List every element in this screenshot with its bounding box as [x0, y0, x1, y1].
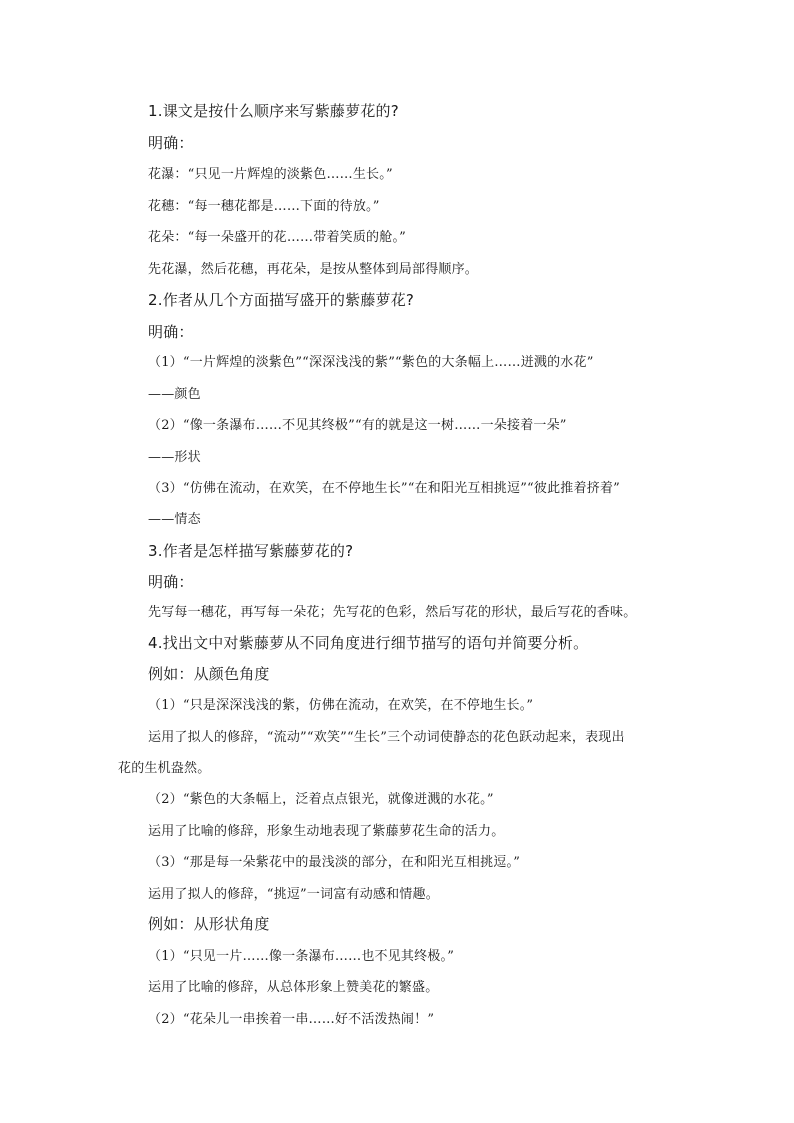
example-quote: （2）“花朵儿一串挨着一串……好不活泼热闹！” — [148, 1012, 435, 1027]
answer-category: ——颜色 — [148, 387, 201, 402]
answer-label-2: 明确： — [148, 323, 194, 341]
example-analysis: 运用了比喻的修辞，从总体形象上赞美花的繁盛。 — [148, 980, 439, 995]
answer-category: ——情态 — [148, 512, 201, 527]
question-4-heading: 4.找出文中对紫藤萝从不同角度进行细节描写的语句并简要分析。 — [148, 634, 589, 652]
answer-text-line: 花瀑：“只见一片辉煌的淡紫色……生长。” — [148, 167, 393, 182]
example-heading-shape: 例如：从形状角度 — [148, 915, 270, 933]
question-3-heading: 3.作者是怎样描写紫藤萝花的? — [148, 542, 354, 560]
answer-summary: 先花瀑，然后花穗，再花朵，是按从整体到局部得顺序。 — [148, 262, 479, 277]
answer-text-line: 花穗：“每一穗花都是……下面的待放。” — [148, 199, 380, 214]
answer-text-line: 先写每一穗花，再写每一朵花；先写花的色彩，然后写花的形状，最后写花的香味。 — [148, 605, 637, 620]
answer-label-1: 明确： — [148, 134, 194, 152]
question-1-heading: 1.课文是按什么顺序来写紫藤萝花的? — [148, 102, 399, 120]
example-analysis: 花的生机盎然。 — [118, 761, 211, 776]
example-quote: （1）“只是深深浅浅的紫，仿佛在流动，在欢笑，在不停地生长。” — [148, 698, 534, 713]
example-quote: （1）“只见一片……像一条瀑布……也不见其终极。” — [148, 949, 455, 964]
example-heading-color: 例如：从颜色角度 — [148, 665, 270, 683]
answer-label-3: 明确： — [148, 573, 194, 591]
example-analysis: 运用了拟人的修辞，“挑逗”一词富有动感和情趣。 — [148, 887, 439, 902]
example-analysis: 运用了比喻的修辞，形象生动地表现了紫藤萝花生命的活力。 — [148, 824, 505, 839]
example-analysis: 运用了拟人的修辞，“流动”“欢笑”“生长”三个动词使静态的花色跃动起来，表现出 — [148, 730, 625, 745]
answer-text-line: （1）“一片辉煌的淡紫色”“深深浅浅的紫”“紫色的大条幅上……迸溅的水花” — [148, 355, 594, 370]
answer-text-line: （2）“像一条瀑布……不见其终极”“有的就是这一树……一朵接着一朵” — [148, 418, 567, 433]
example-quote: （3）“那是每一朵紫花中的最浅淡的部分，在和阳光互相挑逗。” — [148, 855, 521, 870]
answer-text-line: 花朵：“每一朵盛开的花……带着笑质的舱。” — [148, 230, 406, 245]
answer-text-line: （3）“仿佛在流动，在欢笑，在不停地生长”“在和阳光互相挑逗”“彼此推着挤着” — [148, 481, 620, 496]
answer-category: ——形状 — [148, 450, 201, 465]
example-quote: （2）“紫色的大条幅上，泛着点点银光，就像迸溅的水花。” — [148, 792, 494, 807]
question-2-heading: 2.作者从几个方面描写盛开的紫藤萝花? — [148, 291, 415, 309]
